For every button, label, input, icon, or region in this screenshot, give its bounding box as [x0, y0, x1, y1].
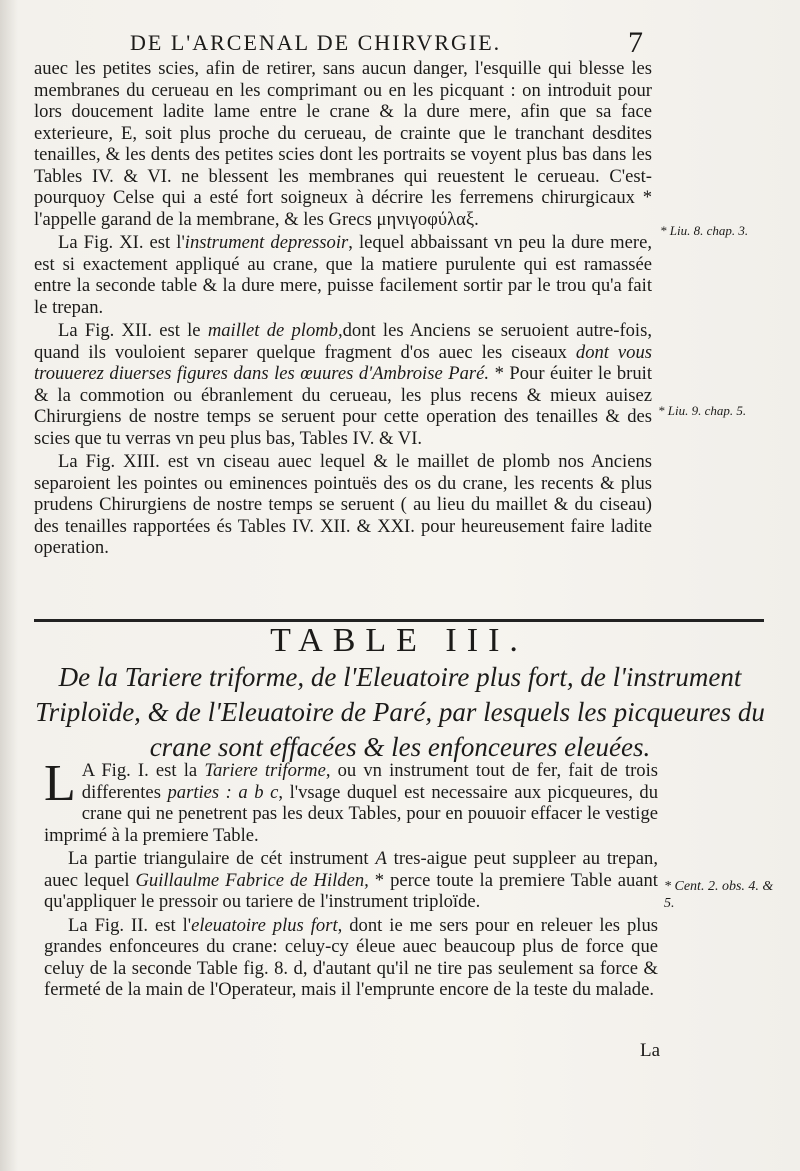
text-run: La Fig. II. est l'	[68, 914, 192, 936]
running-head: DE L'ARCENAL DE CHIRVRGIE.	[130, 30, 502, 55]
paragraph-partie-triangulaire	[44, 848, 658, 913]
italic-name: Guillaulme Fabrice de Hilden,	[135, 869, 369, 891]
italic-term: eleuatoire plus fort	[191, 914, 338, 936]
margin-note-2: * Liu. 9. chap. 5.	[658, 403, 747, 418]
italic-term: A	[375, 848, 387, 869]
text-run: * Pour éuiter le bruit & la commotion ou ébranlement du cerueau, les plus recens & mieux auisez Chirurgiens de nostre temps se seruent pour cette operation des tenailles & des scies que tu verras vn peu plus bas, Tables IV. & VI.	[34, 363, 652, 449]
margin-note-1: * Liu. 8. chap. 3.	[660, 223, 749, 238]
page-number: 7	[628, 26, 643, 59]
italic-term: instrument depressoir	[184, 232, 349, 253]
text-run: A Fig. I. est la	[81, 760, 205, 781]
text-run: dont les Anciens se seruoient autre-fois, quand ils vouloient separer quelque fragment d'os auec les ciseaux	[34, 320, 652, 363]
paragraph-fig-xii	[34, 320, 652, 449]
text-run: * perce toute la premiere Table auant qu'appliquer le pressoir ou tariere de l'instrument triploïde.	[44, 869, 658, 912]
catchword: La	[640, 1040, 661, 1061]
paragraph-fig-xi	[34, 232, 652, 318]
paragraph: auec les petites scies, afin de retirer, sans aucun danger, l'esquille qui blesse les membranes du cerueau en les comprimant ou en les picquant : on introduit pour lors doucement ladite lame entre le crane & la dure mere, afin que sa face exterieure, E, soit plus proche du cerueau, de crainte que le tranchant desdites tenailles, & les dents des petites scies dont les portraits se voyent plus bas dans les Tables IV. & VI. ne blessent les membranes qui reuestent le cerueau. C'est-pourquoy Celse qui a esté fort soigneux à décrire les ferremens chirurgicaux * l'appelle garand de la membrane, & les Grecs μηνιγοφύλαξ.	[34, 58, 652, 230]
paragraph-fig-i	[44, 755, 659, 846]
text-run: , lequel abbaissant vn peu la dure mere, est si exactement appliqué au crane, que la matiere purulente qui est ramassée entre la seconde table & la dure mere, puisse facilement sortir par le trou qu'a fait le trepan.	[34, 232, 652, 318]
text-run: , ou vn instrument tout de fer, fait de trois differentes	[81, 760, 659, 803]
text-run: La partie triangulaire de cét instrument	[68, 848, 376, 869]
italic-term: parties : a b c	[167, 781, 279, 803]
text-run: , l'vsage duquel est necessaire aux picqueures, du crane qui ne penetrent pas les deux Tables, pour en pouuoir effacer le vestige imprimé à la premiere Table.	[44, 781, 658, 846]
text-run: La Fig. XI. est l'	[58, 232, 185, 253]
italic-term: maillet de plomb,	[207, 320, 343, 341]
text-run: , dont ie me sers pour en releuer les plus grandes enfonceures du crane: celuy-cy éleue auec beaucoup plus de force que celuy de la seconde Table fig. 8. d, d'autant qu'il ne tire pas seulement sa force & fermeté de la main de l'Operateur, mais il l'emprunte encore de la teste du malade.	[44, 914, 658, 1000]
table-title: TABLE III.	[270, 622, 528, 659]
paragraph-fig-xiii: La Fig. XIII. est vn ciseau auec lequel & le maillet de plomb nos Anciens separoient les pointes ou eminences pointuës des os du crane, les recents & plus prudens Chirurgiens de nostre temps se seruent ( au lieu du maillet & du ciseau) des tenailles rapportées és Tables IV. XII. & XXI. pour heureusement faire ladite operation.	[34, 451, 652, 558]
paragraph-fig-ii	[44, 915, 658, 1001]
margin-note-3: * Cent. 2. obs. 4. & 5.	[664, 879, 774, 911]
italic-reference: dont vous trouuerez diuerses figures dans les œuures d'Ambroise Paré.	[34, 341, 652, 384]
body-text	[34, 58, 652, 561]
section-text	[44, 755, 659, 1003]
text-run: La Fig. XII. est le	[58, 320, 208, 341]
table-subtitle: De la Tariere triforme, de l'Eleuatoire plus fort, de l'instrument Triploïde, & de l'Eleuatoire de Paré, par lesquels les picqueures du crane sont effacées & les enfonceures eleuées.	[35, 662, 765, 762]
italic-term: Tariere triforme	[204, 760, 326, 781]
text-run: tres-aigue peut suppleer au trepan, auec lequel	[44, 848, 658, 891]
drop-cap: L	[44, 755, 76, 812]
